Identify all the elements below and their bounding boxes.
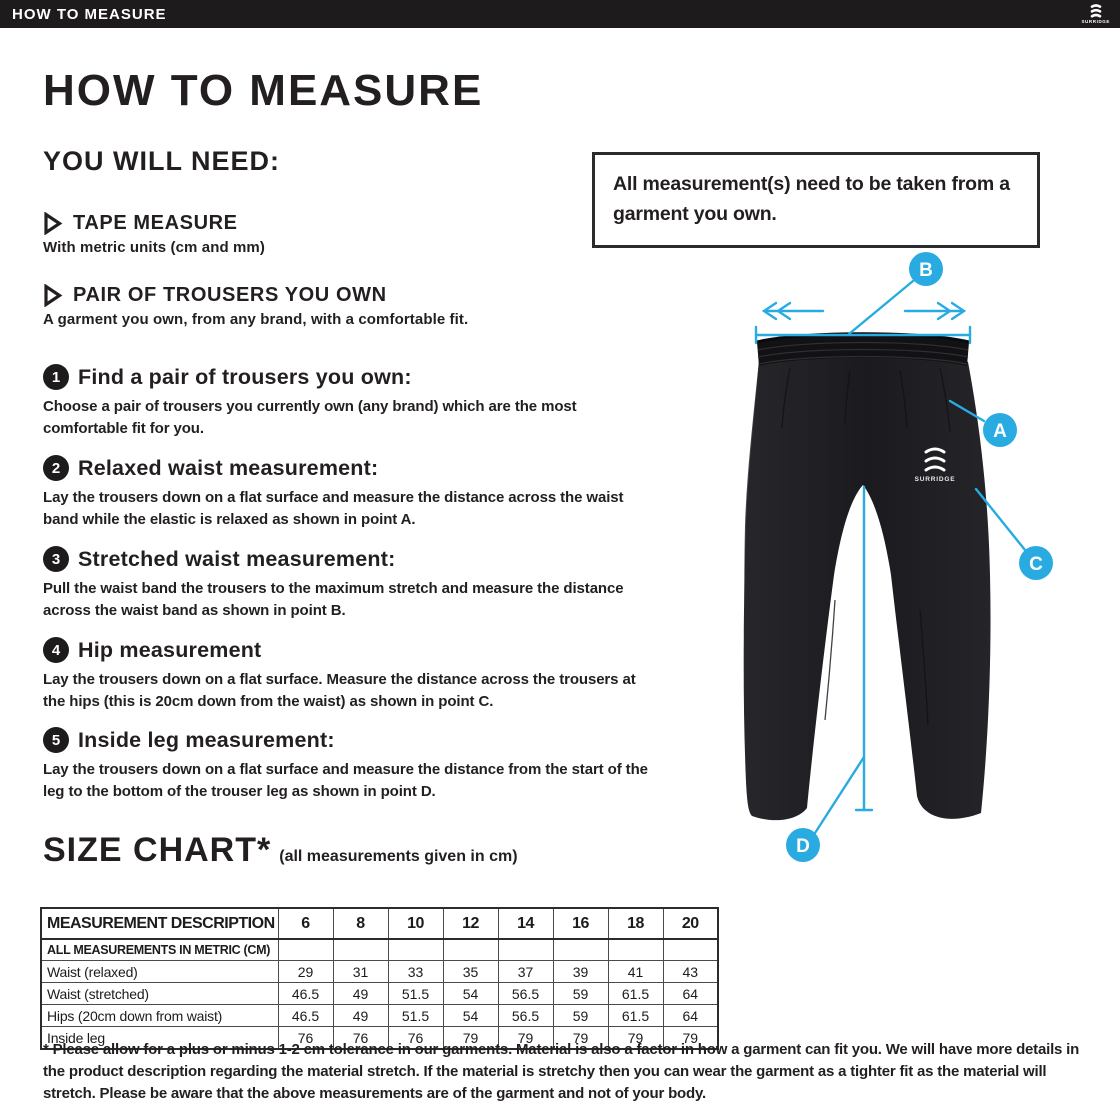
need-item-desc: With metric units (cm and mm) — [43, 239, 265, 256]
need-item-title: TAPE MEASURE — [73, 212, 238, 234]
step-5 — [43, 727, 668, 803]
cell-value: 76 — [333, 1027, 388, 1050]
cell-value: 61.5 — [608, 1005, 663, 1027]
note-box — [592, 152, 1040, 248]
measurement-row — [41, 1005, 718, 1027]
size-chart-heading — [43, 831, 518, 870]
cell-value: 51.5 — [388, 983, 443, 1005]
size-chart-subheading: (all measurements given in cm) — [279, 848, 518, 865]
cell-value: 64 — [663, 983, 718, 1005]
step-4 — [43, 637, 668, 713]
cell-value: 41 — [608, 961, 663, 983]
need-item-trousers — [43, 284, 468, 328]
step-number-badge: 2 — [43, 455, 69, 481]
cell-value: 49 — [333, 1005, 388, 1027]
stretch-arrow-right-icon — [905, 303, 964, 319]
point-b-badge — [909, 252, 943, 286]
point-c-badge — [1019, 546, 1053, 580]
step-number-badge: 4 — [43, 637, 69, 663]
triangle-bullet-icon — [43, 212, 63, 235]
cell-value: 49 — [333, 983, 388, 1005]
cell-value: 29 — [278, 961, 333, 983]
cell-value: 46.5 — [278, 983, 333, 1005]
step-number-badge: 3 — [43, 546, 69, 572]
cell-value: 79 — [553, 1027, 608, 1050]
col-header: 16 — [553, 908, 608, 939]
topbar — [0, 0, 1120, 28]
need-item-title: PAIR OF TROUSERS YOU OWN — [73, 284, 387, 306]
step-number-badge: 5 — [43, 727, 69, 753]
cell-value: 33 — [388, 961, 443, 983]
row-label: Waist (stretched) — [41, 983, 278, 1005]
cell-value: 79 — [663, 1027, 718, 1050]
cell-value: 76 — [388, 1027, 443, 1050]
step-description: Lay the trousers down on a flat surface. Measure the distance across the trousers at the hips (this is 20cm down from the waist) as shown in point C. — [43, 671, 636, 710]
step-description: Choose a pair of trousers you currently own (any brand) which are the most comfortable fit for you. — [43, 398, 577, 437]
surridge-s-icon — [1088, 4, 1104, 19]
need-item-desc: A garment you own, from any brand, with a comfortable fit. — [43, 311, 469, 328]
cell-value: 59 — [553, 983, 608, 1005]
metric-note-row — [41, 939, 718, 961]
cell-value: 79 — [608, 1027, 663, 1050]
step-title: Relaxed waist measurement: — [78, 455, 379, 480]
cell-value: 79 — [498, 1027, 553, 1050]
cell-value: 43 — [663, 961, 718, 983]
step-title: Stretched waist measurement: — [78, 546, 396, 571]
stretch-arrow-left-icon — [764, 303, 823, 319]
size-chart-table — [40, 907, 719, 1050]
need-item-tape-measure — [43, 212, 265, 256]
you-will-need-heading: YOU WILL NEED: — [43, 146, 281, 176]
trousers-silhouette — [744, 354, 991, 821]
row-label: Waist (relaxed) — [41, 961, 278, 983]
step-number-badge: 1 — [43, 364, 69, 390]
row-label: Hips (20cm down from waist) — [41, 1005, 278, 1027]
row-label: Inside leg — [41, 1027, 278, 1050]
col-header: 6 — [278, 908, 333, 939]
col-header: 8 — [333, 908, 388, 939]
size-chart-title: SIZE CHART* — [43, 831, 272, 869]
svg-text:B: B — [919, 260, 933, 281]
note-text: All measurement(s) need to be taken from a garment you own. — [613, 173, 1010, 226]
page-title: HOW TO MEASURE — [43, 66, 484, 115]
svg-text:C: C — [1029, 554, 1043, 575]
topbar-title: HOW TO MEASURE — [12, 5, 167, 23]
footnote: * Please allow for a plus or minus 1-2 cm tolerance in our garments. Material is also a factor in how a garment can fit you. We will have more details in the product description regarding the material stretch. If the material is stretchy then you can wear the garment as a tighter fit as the material will stretch. Please be aware that the above measurements are of the garment and not of your body. — [43, 1041, 1080, 1102]
cell-value: 46.5 — [278, 1005, 333, 1027]
cell-value: 76 — [278, 1027, 333, 1050]
surridge-logo-icon — [1081, 4, 1120, 25]
point-d-badge — [786, 828, 820, 862]
cell-value: 35 — [443, 961, 498, 983]
step-2 — [43, 455, 668, 531]
col-header: 18 — [608, 908, 663, 939]
measurement-row — [41, 983, 718, 1005]
svg-text:SURRIDGE: SURRIDGE — [914, 476, 956, 483]
size-chart-header-row — [41, 908, 718, 939]
col-header: 14 — [498, 908, 553, 939]
step-description: Pull the waist band the trousers to the maximum stretch and measure the distance across the waist band as shown in point B. — [43, 580, 624, 619]
cell-value: 56.5 — [498, 1005, 553, 1027]
cell-value: 56.5 — [498, 983, 553, 1005]
metric-note: ALL MEASUREMENTS IN METRIC (CM) — [41, 939, 278, 961]
cell-value: 51.5 — [388, 1005, 443, 1027]
svg-text:D: D — [796, 836, 810, 857]
step-description: Lay the trousers down on a flat surface and measure the distance from the start of the leg to the bottom of the trouser leg as shown in point D. — [43, 761, 648, 800]
cell-value: 59 — [553, 1005, 608, 1027]
col-header: MEASUREMENT DESCRIPTION — [41, 908, 278, 939]
cell-value: 31 — [333, 961, 388, 983]
cell-value: 64 — [663, 1005, 718, 1027]
cell-value: 37 — [498, 961, 553, 983]
col-header: 20 — [663, 908, 718, 939]
cell-value: 79 — [443, 1027, 498, 1050]
point-a-badge — [983, 413, 1017, 447]
cell-value: 61.5 — [608, 983, 663, 1005]
surridge-wordmark: SURRIDGE — [1081, 18, 1110, 24]
measurement-row — [41, 961, 718, 983]
step-title: Find a pair of trousers you own: — [78, 364, 412, 389]
svg-text:A: A — [993, 421, 1007, 442]
step-title: Hip measurement — [78, 637, 262, 662]
cell-value: 54 — [443, 983, 498, 1005]
step-description: Lay the trousers down on a flat surface and measure the distance across the waist band while the elastic is relaxed as shown in point A. — [43, 489, 624, 528]
step-3 — [43, 546, 668, 622]
step-title: Inside leg measurement: — [78, 727, 335, 752]
triangle-bullet-icon — [43, 284, 63, 307]
col-header: 12 — [443, 908, 498, 939]
point-b-leader-line — [849, 281, 913, 334]
trousers-diagram — [720, 240, 1070, 870]
cell-value: 54 — [443, 1005, 498, 1027]
cell-value: 39 — [553, 961, 608, 983]
col-header: 10 — [388, 908, 443, 939]
step-1 — [43, 364, 668, 440]
